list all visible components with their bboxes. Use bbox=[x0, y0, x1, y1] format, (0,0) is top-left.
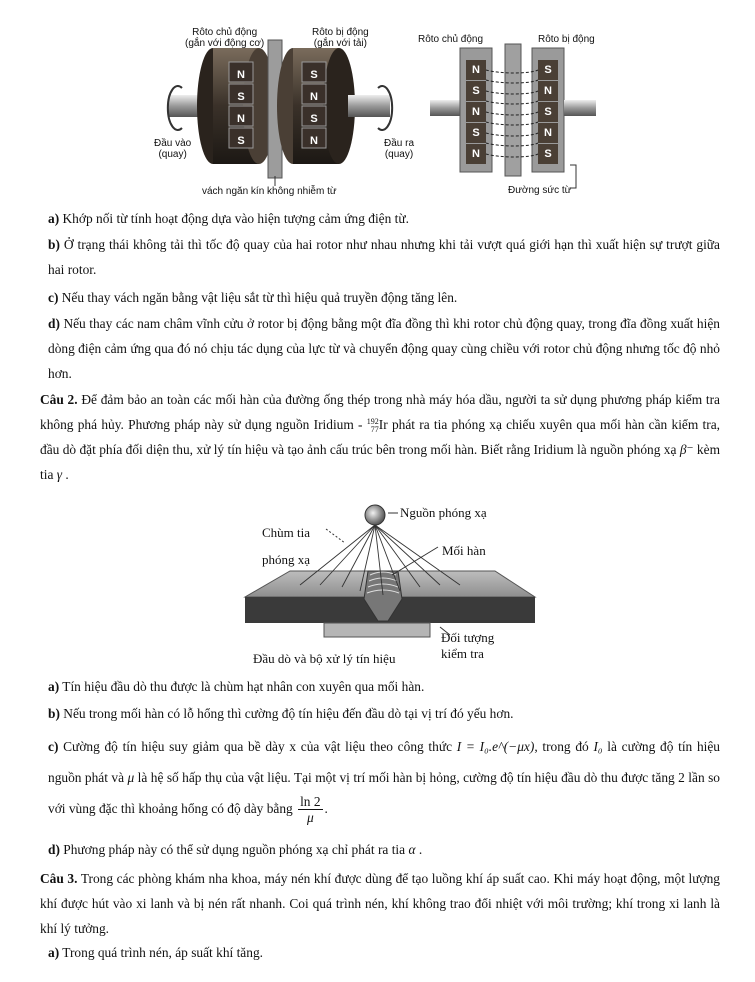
output-label: Đầu ra (quay) bbox=[384, 138, 415, 160]
coupling-3d-illustration bbox=[0, 0, 755, 200]
q2-item-c: c) Cường độ tín hiệu suy giảm qua bề dày x của vật liệu theo công thức I = I₀.e^(−μx), trong đó I₀ là cường độ tín hiệu nguồn phát và μ là hệ số hấp thụ của vật liệu. Tại một vị trí mối hàn bị hỏng, cường độ tín hiệu đầu dò thu được tăng 2 lần so với vùng đặc thì khoảng hổng có độ dày bằng $\frac{\ln 2}{\mu}$ . bbox=[48, 739, 721, 826]
q2-item-d: d) Phương pháp này có thể sử dụng nguồn phóng xạ chỉ phát ra tia α . bbox=[48, 842, 423, 857]
question-3: Câu 3. Trong các phòng khám nha khoa, máy nén khí được dùng để tạo luồng khí áp suất cao. Khi máy hoạt động, một lượng khí được hút vào xi lanh và bị nén rất nhanh. Coi quá trình nén, khí không trao đổi nhiệt với môi trường; khí trong xi lanh là khí lý tưởng. bbox=[40, 871, 720, 936]
q3-item-a: a) Trong quá trình nén, áp suất khí tăng. bbox=[48, 945, 263, 960]
object-label: Đối tượng kiểm tra bbox=[441, 630, 495, 661]
schematic-left-shaft bbox=[430, 100, 460, 116]
detector-label: Đầu dò và bộ xử lý tín hiệu bbox=[253, 651, 396, 666]
radiation-source bbox=[365, 505, 385, 525]
schematic-driven-label: Rôto bị động bbox=[538, 34, 595, 45]
schematic-right-shaft bbox=[564, 100, 596, 116]
schematic-driven-pole-labels: S N S N S bbox=[544, 64, 552, 160]
input-label: Đầu vào (quay) bbox=[154, 138, 192, 160]
q2-item-b: b) Nếu trong mối hàn có lỗ hổng thì cường độ tín hiệu đến đầu dò tại vị trí đó yếu hơn. bbox=[48, 706, 514, 721]
schematic-driver-label: Rôto chủ động bbox=[418, 34, 484, 45]
driven-rotor-label: Rôto bị động (gắn với tải) bbox=[312, 27, 369, 49]
q1-item-b: b) Ở trạng thái không tải thì tốc độ quay của hai rotor như nhau nhưng khi tải vượt quá giới hạn thì xuất hiện sự trượt giữa hai rotor. bbox=[48, 237, 720, 277]
fraction-ln2-over-mu: $\frac{\ln 2}{\mu}$ bbox=[300, 794, 321, 826]
detector-plate bbox=[324, 623, 430, 637]
field-lines-label: Đường sức từ bbox=[508, 185, 572, 196]
beam-label: Chùm tia phóng xạ bbox=[262, 525, 311, 567]
driver-rotor-label: Rôto chủ động (gắn với động cơ) bbox=[185, 27, 265, 49]
weld-label: Mối hàn bbox=[442, 543, 486, 558]
partition-label: vách ngăn kín không nhiễm từ bbox=[202, 186, 337, 197]
beam-pointer bbox=[326, 529, 345, 543]
q1-item-a: a) Khớp nối từ tính hoạt động dựa vào hiện tượng cảm ứng điện từ. bbox=[48, 211, 409, 226]
radiography-illustration bbox=[0, 495, 755, 675]
q1-item-d: d) Nếu thay các nam châm vĩnh cửu ở rotor bị động bằng một đĩa đồng thì khi rotor chủ động quay, trong đĩa đồng xuất hiện dòng điện cảm ứng qua đó nó chịu tác dụng của lực từ và chuyển động quay cùng chiều với rotor chủ động nhưng tốc độ nhỏ hơn. bbox=[48, 316, 720, 381]
driven-pole-labels: S N S N bbox=[310, 69, 318, 147]
question-2: Câu 2. Để đảm bảo an toàn các mối hàn của đường ống thép trong nhà máy hóa dầu, người ta sử dụng phương pháp kiểm tra không phá hủy. Phương pháp này sử dụng nguồn Iridium - 192 77Ir phát ra tia phóng xạ chiếu xuyên qua mối hàn cần kiểm tra, đầu dò đặt phía đối diện thu, xử lý tín hiệu và tạo ảnh cấu trúc bên trong mối hàn. Biết rằng Iridium là nguồn phóng xạ β⁻ kèm tia γ . bbox=[40, 392, 720, 482]
q1-item-c: c) Nếu thay vách ngăn bằng vật liệu sắt từ thì hiệu quả truyền động tăng lên. bbox=[48, 290, 458, 305]
source-label: Nguồn phóng xạ bbox=[400, 505, 487, 520]
schematic-driver-pole-labels: N S N S N bbox=[472, 64, 480, 160]
driver-pole-labels: N S N S bbox=[237, 69, 245, 147]
schematic-partition bbox=[505, 44, 521, 176]
output-shaft bbox=[348, 95, 390, 117]
q2-item-a: a) Tín hiệu đầu dò thu được là chùm hạt nhân con xuyên qua mối hàn. bbox=[48, 679, 425, 694]
